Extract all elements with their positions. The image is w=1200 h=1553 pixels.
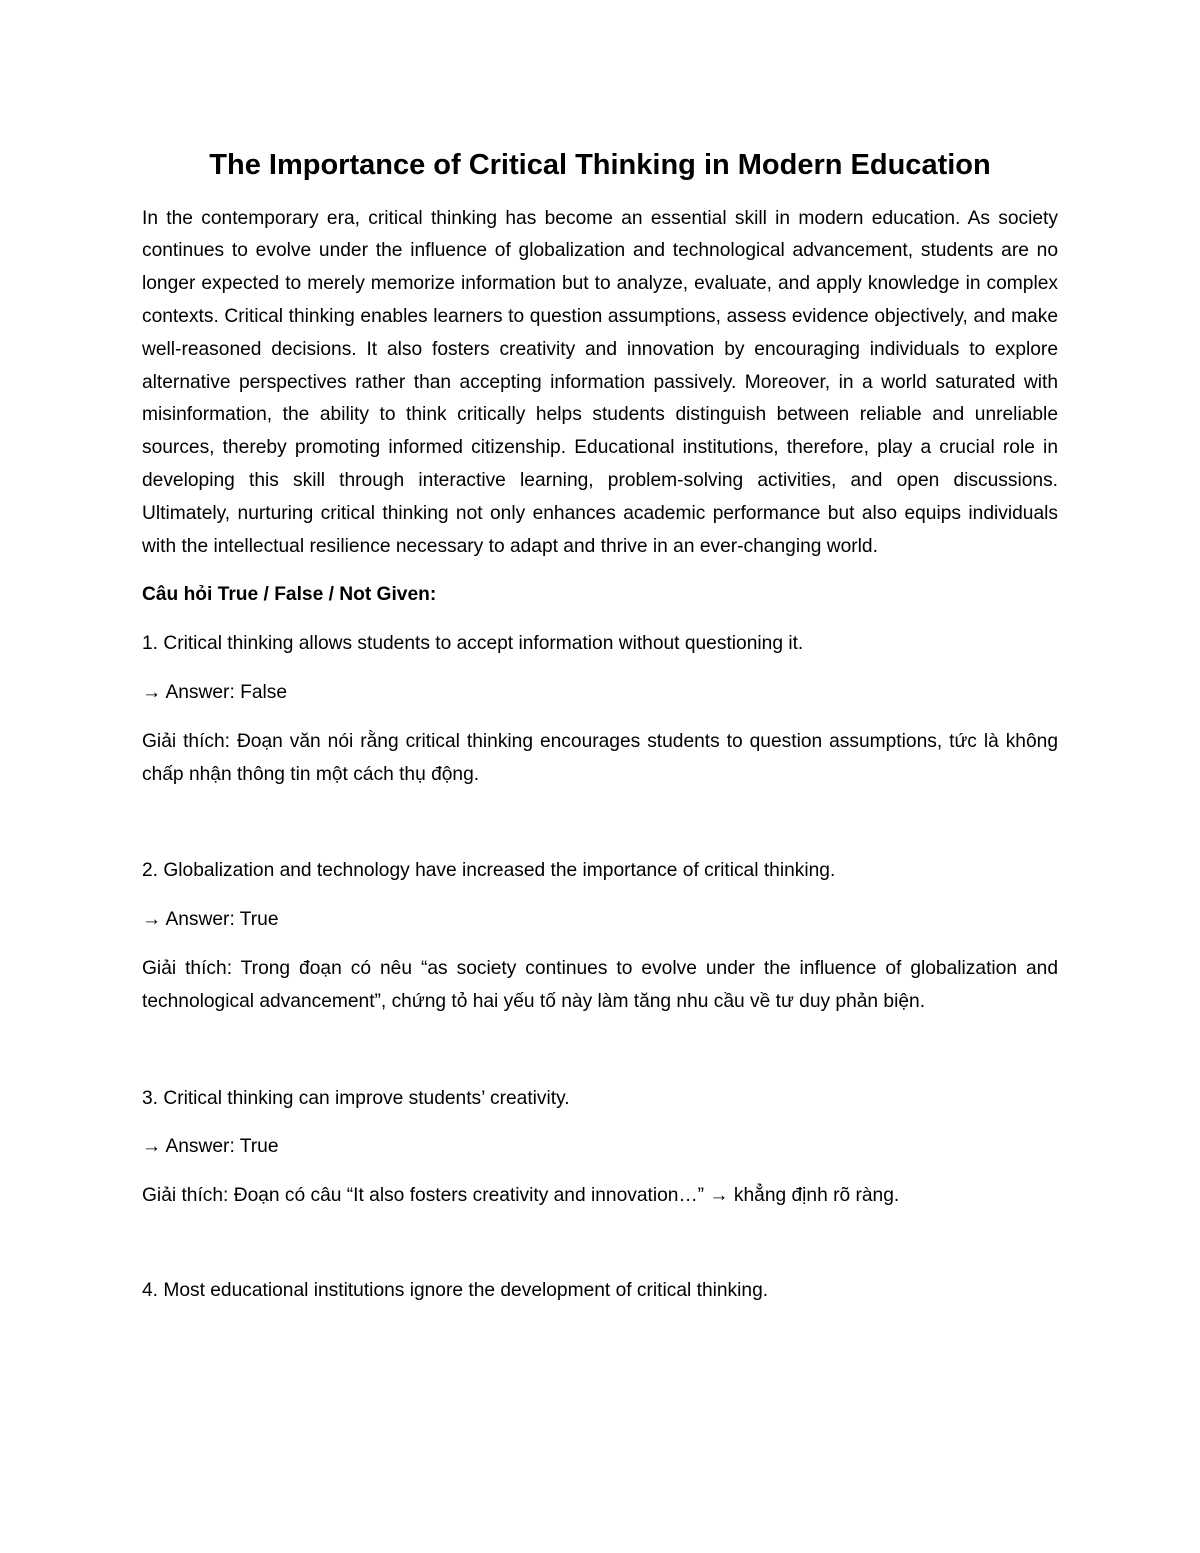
question-block-3	[142, 1083, 1058, 1213]
question-block-4	[142, 1275, 1058, 1308]
question-explanation: Giải thích: Trong đoạn có nêu “as society continues to evolve under the influence of globalization and technological advancement”, chứng tỏ hai yếu tố này làm tăng nhu cầu về tư duy phản biện.	[142, 958, 1058, 1012]
document-title: The Importance of Critical Thinking in Modern Education	[209, 149, 991, 181]
spacer	[142, 1213, 1058, 1259]
question-block-1	[142, 628, 1058, 791]
question-statement: 4. Most educational institutions ignore the development of critical thinking.	[142, 1280, 769, 1302]
question-explanation: Giải thích: Đoạn có câu “It also fosters creativity and innovation…” → khẳng định rõ ràng.	[142, 1185, 900, 1207]
question-block-2	[142, 855, 1058, 1018]
question-answer: → Answer: True	[142, 909, 279, 931]
spacer	[142, 1019, 1058, 1067]
question-statement: 2. Globalization and technology have increased the importance of critical thinking.	[142, 860, 836, 882]
body-paragraph: In the contemporary era, critical thinking has become an essential skill in modern education. As society continues to evolve under the influence of globalization and technological advancement, students are no longer expected to merely memorize information but to analyze, evaluate, and apply knowledge in complex contexts. Critical thinking enables learners to question assumptions, assess evidence objectively, and make well-reasoned decisions. It also fosters creativity and innovation by encouraging individuals to explore alternative perspectives rather than accepting information passively. Moreover, in a world saturated with misinformation, the ability to think critically helps students distinguish between reliable and unreliable sources, thereby promoting informed citizenship. Educational institutions, therefore, play a crucial role in developing this skill through interactive learning, problem-solving activities, and open discussions. Ultimately, nurturing critical thinking not only enhances academic performance but also equips individuals with the intellectual resilience necessary to adapt and thrive in an ever-changing world.	[142, 207, 1058, 557]
spacer	[142, 791, 1058, 839]
question-statement: 3. Critical thinking can improve students’ creativity.	[142, 1087, 570, 1109]
question-explanation: Giải thích: Đoạn văn nói rằng critical thinking encourages students to question assumptions, tức là không chấp nhận thông tin một cách thụ động.	[142, 730, 1058, 785]
question-statement: 1. Critical thinking allows students to accept information without questioning it.	[142, 633, 804, 655]
question-answer: → Answer: True	[142, 1136, 279, 1158]
question-answer: → Answer: False	[142, 682, 288, 704]
questions-heading: Câu hỏi True / False / Not Given:	[142, 584, 437, 606]
